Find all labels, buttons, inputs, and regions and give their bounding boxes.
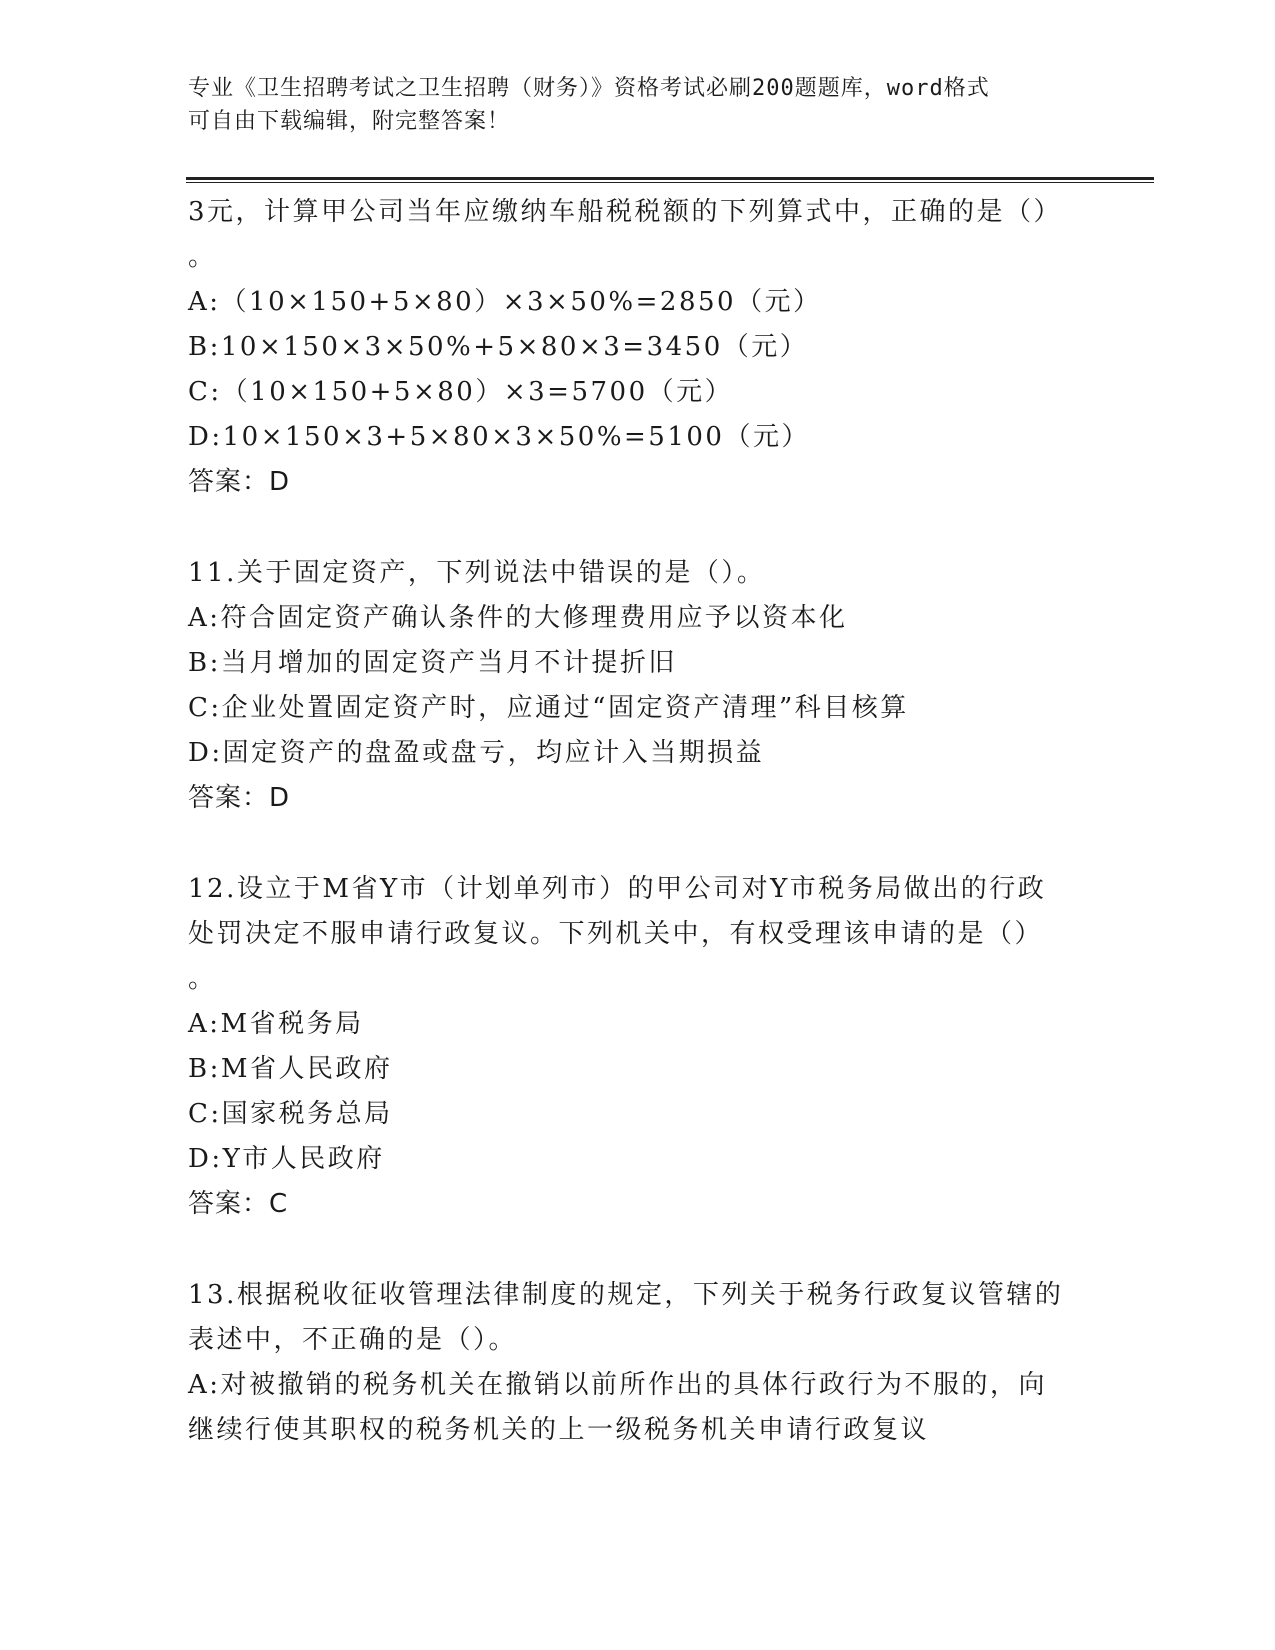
question-stem: 处罚决定不服申请行政复议。下列机关中，有权受理该申请的是（）: [188, 919, 1044, 949]
option-c: C:企业处置固定资产时，应通过“固定资产清理”科目核算: [188, 693, 909, 723]
question-stem: 11.关于固定资产，下列说法中错误的是（）。: [188, 558, 766, 588]
option-a: A:对被撤销的税务机关在撤销以前所作出的具体行政行为不服的，向: [188, 1370, 1048, 1400]
answer-label: 答案：C: [188, 1189, 289, 1219]
option-b: B:当月增加的固定资产当月不计提折旧: [188, 648, 677, 678]
header-line-2: 可自由下载编辑，附完整答案！: [188, 109, 511, 134]
option-d: D:Y市人民政府: [188, 1144, 385, 1174]
header-line-1: 专业《卫生招聘考试之卫生招聘（财务）》资格考试必刷200题题库，word格式: [188, 76, 990, 101]
spacer: [188, 1227, 1078, 1273]
option-a-continued: 继续行使其职权的税务机关的上一级税务机关申请行政复议: [188, 1415, 930, 1445]
option-c: C:国家税务总局: [188, 1099, 393, 1129]
question-list: [188, 190, 1078, 1453]
question-stem: 3元，计算甲公司当年应缴纳车船税税额的下列算式中，正确的是（）: [188, 197, 1063, 227]
option-d: D:固定资产的盘盈或盘亏，均应计入当期损益: [188, 738, 765, 768]
question-stem: 。: [188, 964, 217, 994]
option-d: D:10×150×3+5×80×3×50%=5100（元）: [188, 422, 810, 452]
option-b: B:M省人民政府: [188, 1054, 393, 1084]
question-stem: 12.设立于M省Y市（计划单列市）的甲公司对Y市税务局做出的行政: [188, 874, 1047, 904]
option-b: B:10×150×3×50%+5×80×3=3450（元）: [188, 332, 809, 362]
option-a: A:（10×150+5×80）×3×50%=2850（元）: [188, 287, 822, 317]
spacer: [188, 821, 1078, 867]
header-divider: [186, 177, 1154, 183]
answer-label: 答案：D: [188, 467, 291, 497]
answer-label: 答案：D: [188, 783, 291, 813]
question-12: [188, 867, 1078, 1227]
question-11: [188, 551, 1078, 821]
question-13: [188, 1273, 1078, 1453]
question-stem: 表述中，不正确的是（）。: [188, 1325, 518, 1355]
option-c: C:（10×150+5×80）×3=5700（元）: [188, 377, 734, 407]
document-header: [188, 72, 1088, 138]
question-stem: 13.根据税收征收管理法律制度的规定，下列关于税务行政复议管辖的: [188, 1280, 1064, 1310]
question-stem: 。: [188, 242, 217, 272]
spacer: [188, 505, 1078, 551]
option-a: A:M省税务局: [188, 1009, 364, 1039]
question-10: [188, 190, 1078, 505]
option-a: A:符合固定资产确认条件的大修理费用应予以资本化: [188, 603, 848, 633]
